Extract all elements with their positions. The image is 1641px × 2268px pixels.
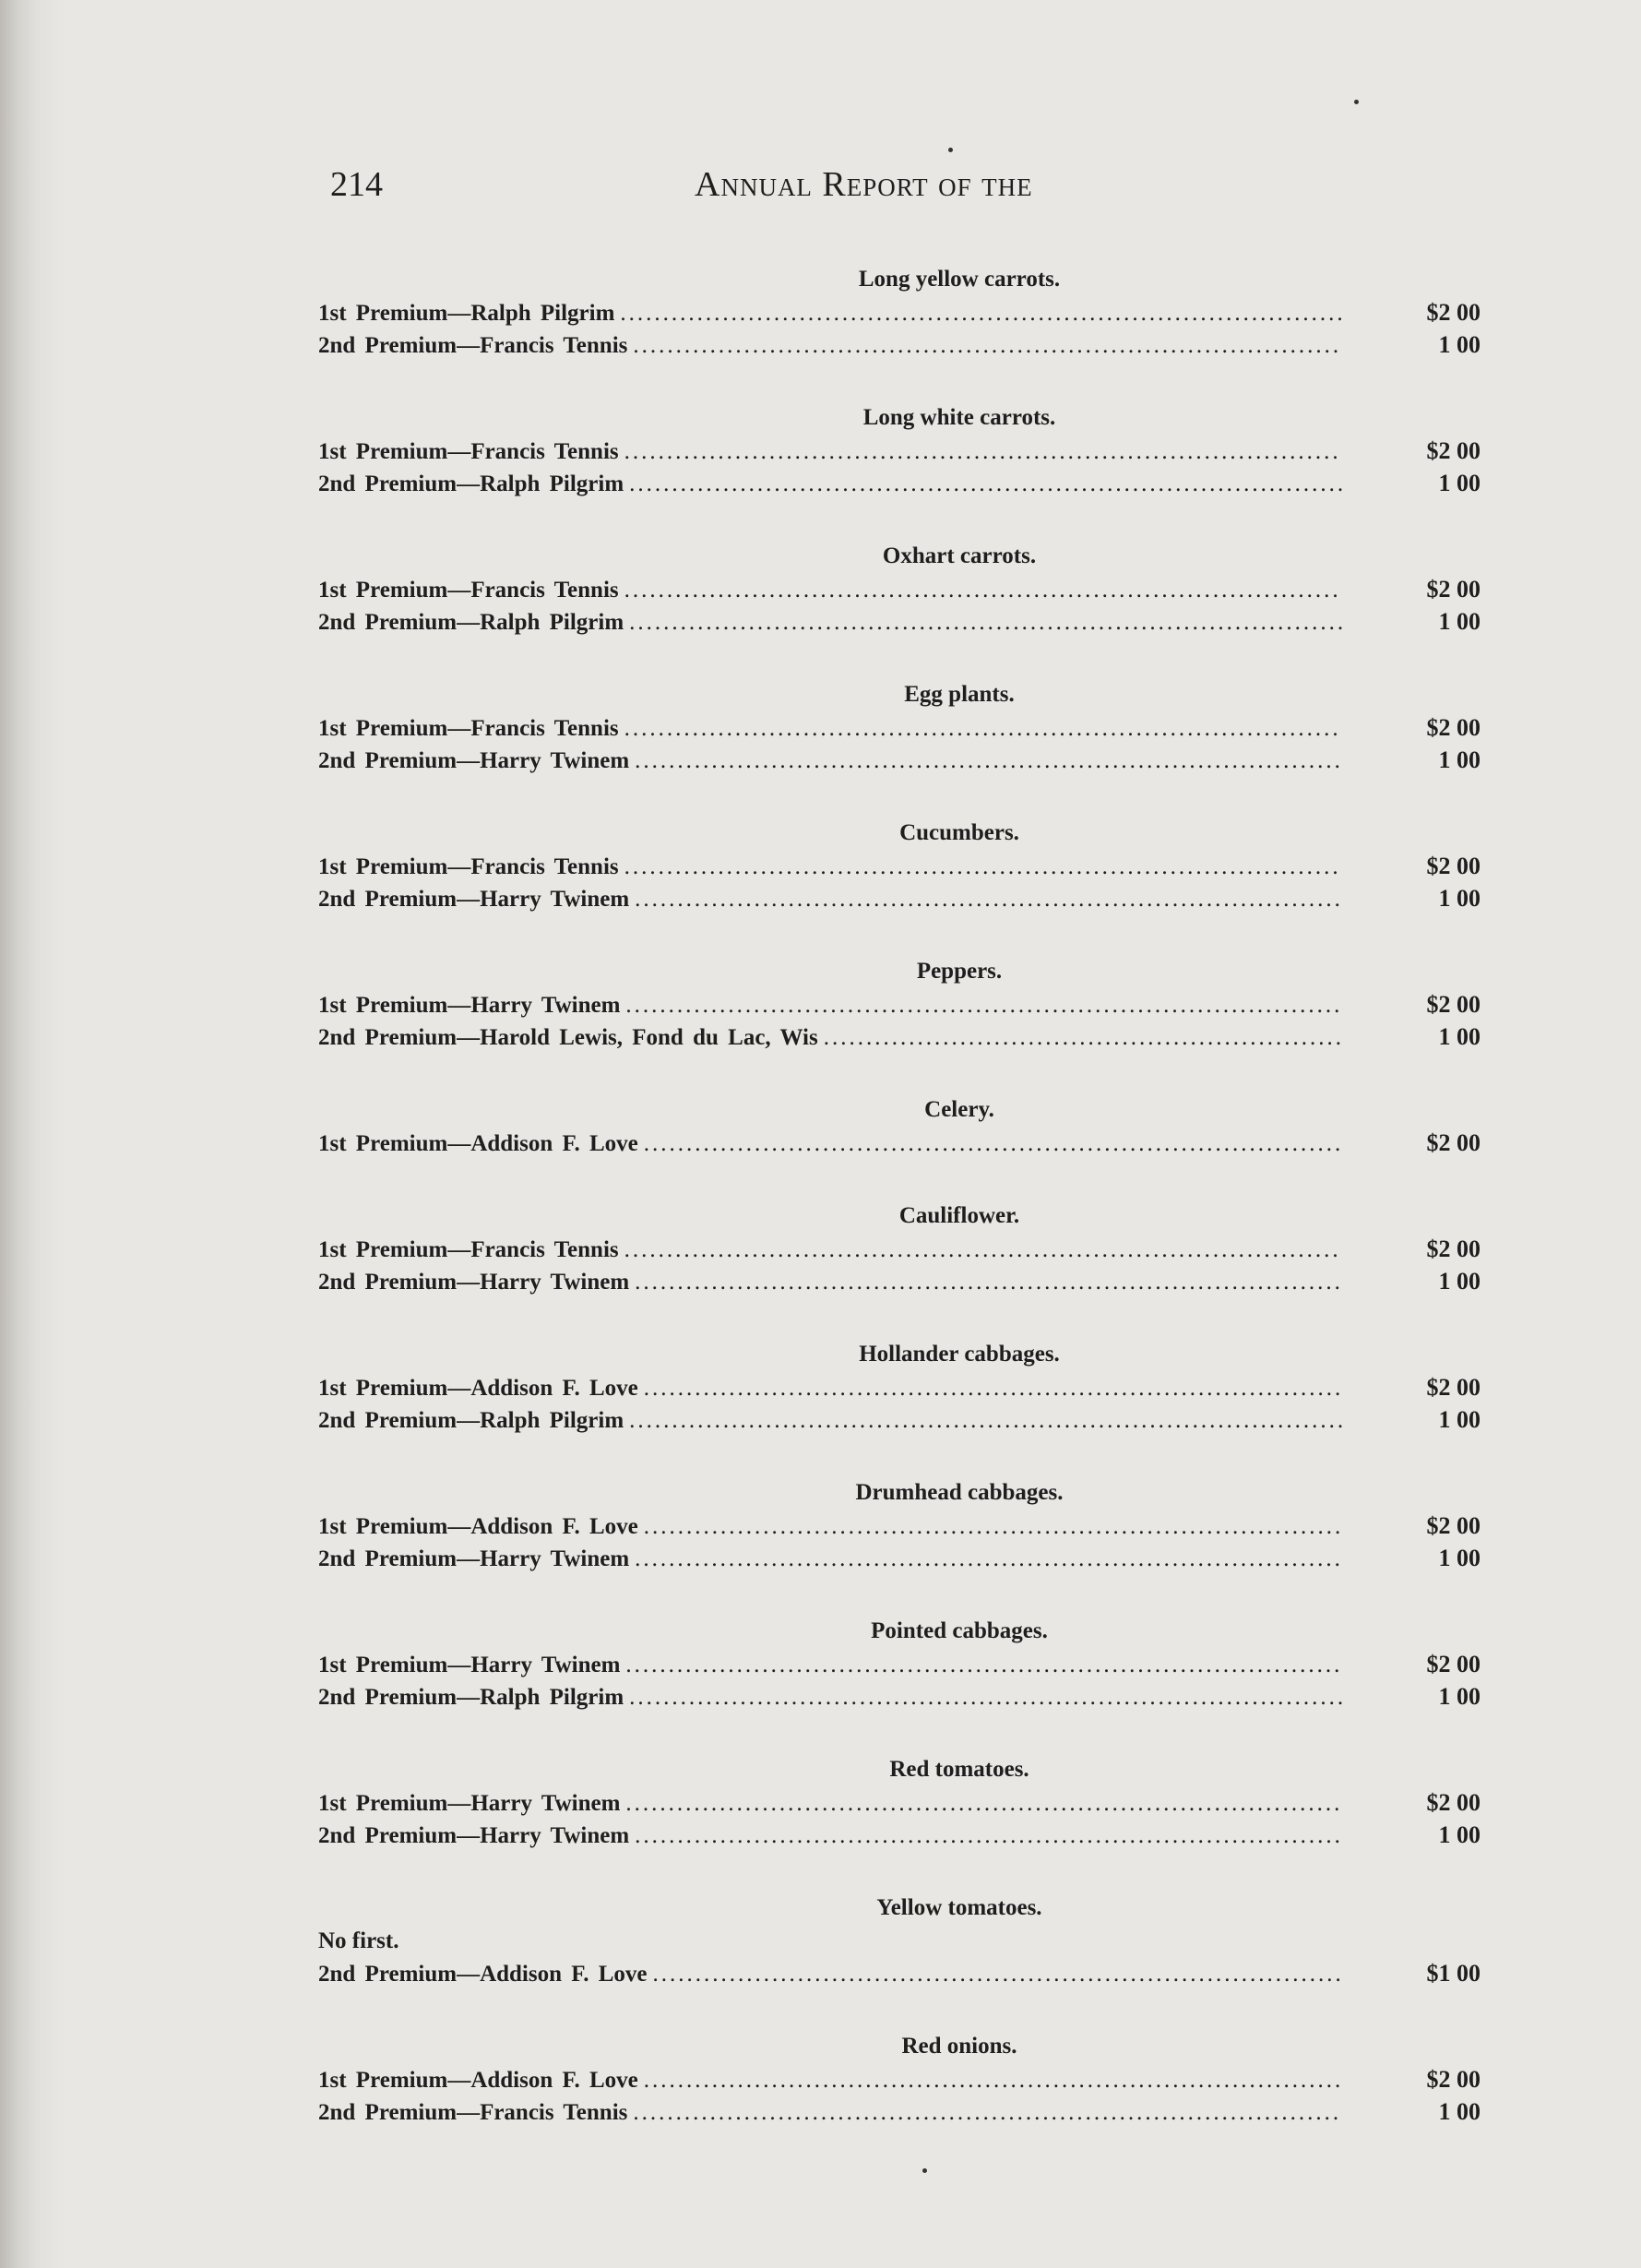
section-title: Oxhart carrots.	[882, 543, 1037, 568]
entry-label: 2nd Premium—Ralph Pilgrim	[318, 1685, 624, 1710]
premium-section	[318, 1615, 1480, 1713]
dot-leader	[624, 606, 1342, 639]
entry-amount: $2 00	[1426, 1512, 1480, 1539]
entry-label: 1st Premium—Ralph Pilgrim	[318, 301, 615, 326]
section-title: Cauliflower.	[898, 1203, 1020, 1228]
section-title: Celery.	[924, 1097, 994, 1122]
premium-section	[318, 955, 1480, 1053]
dot-leader	[619, 436, 1342, 468]
entry-amount: $2 00	[1426, 1374, 1480, 1401]
entry-amount: $2 00	[1426, 714, 1480, 741]
section-title: Red onions.	[901, 2034, 1017, 2059]
dot-leader	[619, 712, 1342, 745]
premium-entry	[318, 467, 1480, 499]
entry-amount: 1 00	[1438, 885, 1480, 912]
entry-label: 2nd Premium—Ralph Pilgrim	[318, 1408, 624, 1433]
entry-amount: $2 00	[1426, 299, 1480, 326]
premium-section	[318, 1200, 1480, 1297]
dot-leader	[614, 297, 1342, 329]
entry-label: 2nd Premium—Addison F. Love	[318, 1962, 648, 1987]
entry-amount: $2 00	[1426, 1129, 1480, 1156]
premium-entry	[318, 744, 1480, 776]
premium-entry	[318, 988, 1480, 1021]
entry-label: 1st Premium—Francis Tennis	[318, 716, 619, 741]
premium-entry	[318, 1021, 1480, 1053]
entry-label: 1st Premium—Francis Tennis	[318, 854, 619, 879]
entry-amount: $2 00	[1426, 1789, 1480, 1816]
entry-amount: 1 00	[1438, 1545, 1480, 1571]
premium-entry	[318, 1786, 1480, 1819]
premium-entry	[318, 296, 1480, 328]
entry-label: 1st Premium—Francis Tennis	[318, 578, 619, 603]
entry-amount: $2 00	[1426, 1235, 1480, 1262]
entry-label: 2nd Premium—Ralph Pilgrim	[318, 610, 624, 635]
entry-amount: 1 00	[1438, 331, 1480, 358]
entry-label: 1st Premium—Addison F. Love	[318, 2068, 638, 2093]
premium-entry	[318, 711, 1480, 744]
entry-amount: $2 00	[1426, 576, 1480, 603]
entry-label: 2nd Premium—Ralph Pilgrim	[318, 472, 624, 496]
entry-label: 1st Premium—Harry Twinem	[318, 1653, 621, 1677]
premium-entry	[318, 1403, 1480, 1436]
section-title: Peppers.	[916, 959, 1003, 984]
premium-entry	[318, 1648, 1480, 1680]
premium-section	[318, 817, 1480, 914]
entry-amount: 1 00	[1438, 1406, 1480, 1433]
premium-section	[318, 1753, 1480, 1851]
premium-entry	[318, 1510, 1480, 1542]
entry-amount: 1 00	[1438, 1821, 1480, 1848]
premium-section	[318, 1476, 1480, 1574]
entry-amount: 1 00	[1438, 1023, 1480, 1050]
page-header	[330, 164, 1253, 220]
premium-entry	[318, 882, 1480, 914]
dot-leader	[629, 1266, 1342, 1298]
dot-leader	[620, 1787, 1342, 1820]
dot-leader	[638, 2064, 1342, 2096]
entry-label: 1st Premium—Harry Twinem	[318, 1791, 621, 1816]
dot-leader	[629, 1820, 1342, 1852]
entry-label: 2nd Premium—Harry Twinem	[318, 748, 630, 773]
entry-label: 2nd Premium—Francis Tennis	[318, 333, 628, 358]
print-speck	[1354, 100, 1359, 104]
entry-label: 1st Premium—Addison F. Love	[318, 1131, 638, 1156]
premium-entry	[318, 1819, 1480, 1851]
premium-section	[318, 1338, 1480, 1436]
dot-leader	[619, 574, 1342, 606]
section-title: Egg plants.	[904, 682, 1015, 707]
entry-label: 1st Premium—Addison F. Love	[318, 1514, 638, 1539]
section-note: No first.	[318, 1928, 399, 1953]
dot-leader	[638, 1510, 1342, 1543]
dot-leader	[624, 468, 1342, 500]
entry-amount: 1 00	[1438, 2098, 1480, 2125]
dot-leader	[624, 1681, 1342, 1713]
premium-entry	[318, 435, 1480, 467]
entry-label: 2nd Premium—Francis Tennis	[318, 2100, 628, 2125]
premium-entry	[318, 1265, 1480, 1297]
premium-list	[318, 263, 1480, 2168]
print-speck	[922, 2168, 927, 2173]
entry-label: 2nd Premium—Harry Twinem	[318, 1546, 630, 1571]
section-title: Drumhead cabbages.	[855, 1480, 1064, 1505]
entry-label: 2nd Premium—Harry Twinem	[318, 1270, 630, 1295]
dot-leader	[638, 1372, 1342, 1404]
entry-label: 1st Premium—Addison F. Love	[318, 1376, 638, 1401]
premium-section	[318, 1892, 1480, 1989]
entry-label: 2nd Premium—Harry Twinem	[318, 1823, 630, 1848]
dot-leader	[638, 1128, 1342, 1160]
entry-amount: $2 00	[1426, 991, 1480, 1018]
premium-entry	[318, 1233, 1480, 1265]
premium-section	[318, 540, 1480, 638]
premium-entry	[318, 2095, 1480, 2128]
dot-leader	[624, 1404, 1342, 1437]
dot-leader	[629, 883, 1342, 915]
premium-entry	[318, 1957, 1480, 1989]
dot-leader	[818, 1021, 1342, 1054]
dot-leader	[619, 851, 1342, 883]
entry-label: 1st Premium—Francis Tennis	[318, 1237, 619, 1262]
premium-section	[318, 263, 1480, 361]
dot-leader	[629, 1543, 1342, 1575]
premium-entry	[318, 1680, 1480, 1713]
premium-section	[318, 2030, 1480, 2128]
entry-amount: $2 00	[1426, 437, 1480, 464]
entry-amount: $1 00	[1426, 1960, 1480, 1987]
dot-leader	[620, 989, 1342, 1021]
premium-entry	[318, 573, 1480, 605]
premium-entry	[318, 1371, 1480, 1403]
entry-amount: 1 00	[1438, 1268, 1480, 1295]
premium-entry	[318, 328, 1480, 361]
dot-leader	[629, 745, 1342, 777]
section-title: Long white carrots.	[862, 405, 1056, 430]
entry-amount: $2 00	[1426, 2066, 1480, 2093]
premium-section	[318, 401, 1480, 499]
dot-leader	[619, 1234, 1342, 1266]
entry-label: 2nd Premium—Harold Lewis, Fond du Lac, Wis	[318, 1025, 818, 1050]
premium-entry	[318, 850, 1480, 882]
entry-amount: 1 00	[1438, 470, 1480, 496]
dot-leader	[627, 2096, 1342, 2129]
premium-section	[318, 678, 1480, 776]
premium-entry	[318, 2063, 1480, 2095]
premium-entry	[318, 605, 1480, 638]
section-title: Yellow tomatoes.	[876, 1895, 1042, 1920]
page-binding-shadow	[0, 0, 65, 2268]
section-title: Long yellow carrots.	[858, 267, 1061, 292]
entry-amount: $2 00	[1426, 853, 1480, 879]
page-number: 214	[330, 165, 383, 204]
dot-leader	[620, 1649, 1342, 1681]
premium-entry	[318, 1542, 1480, 1574]
dot-leader	[648, 1958, 1342, 1990]
entry-label: 1st Premium—Francis Tennis	[318, 439, 619, 464]
dot-leader	[627, 329, 1342, 362]
premium-entry	[318, 1127, 1480, 1159]
entry-amount: $2 00	[1426, 1651, 1480, 1677]
entry-amount: 1 00	[1438, 1683, 1480, 1710]
entry-amount: 1 00	[1438, 746, 1480, 773]
entry-label: 2nd Premium—Harry Twinem	[318, 887, 630, 912]
entry-label: 1st Premium—Harry Twinem	[318, 993, 621, 1018]
section-title: Red tomatoes.	[889, 1757, 1029, 1782]
premium-section	[318, 1093, 1480, 1159]
entry-amount: 1 00	[1438, 608, 1480, 635]
print-speck	[948, 148, 953, 152]
section-title: Hollander cabbages.	[859, 1342, 1060, 1367]
running-title: Annual Report of the	[695, 165, 1033, 204]
section-title: Pointed cabbages.	[871, 1618, 1048, 1643]
section-title: Cucumbers.	[899, 820, 1019, 845]
